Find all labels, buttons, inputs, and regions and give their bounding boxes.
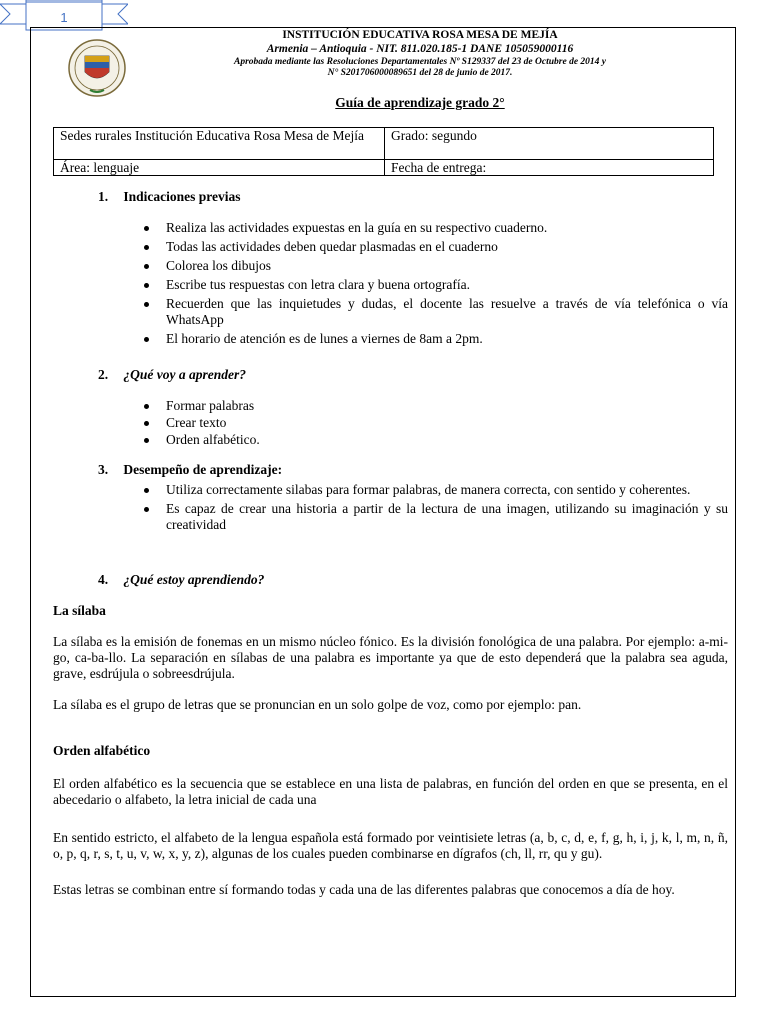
section-1-heading <box>98 189 241 205</box>
section-number: 2. <box>98 367 109 382</box>
list-item: Escribe tus respuestas con letra clara y buena ortografía. <box>140 277 728 293</box>
silaba-paragraph-1: La sílaba es la emisión de fonemas en un mismo núcleo fónico. Es la división fonológica de una palabra. Por ejemplo: a-mi-go, ca-ba-llo. La separación en sílabas de una palabra es importante ya que de esto dependerá que la palabra sea aguda, grave, esdrújula o sobreesdrújula. <box>53 634 728 681</box>
approval-line-1: Aprobada mediante las Resoluciones Departamentales Nº S129337 del 23 de Octubre de 2014 y <box>233 57 606 67</box>
info-table <box>53 127 714 176</box>
orden-paragraph-3: Estas letras se combinan entre sí formando todas y cada una de las diferentes palabras que conocemos a día de hoy. <box>53 882 675 897</box>
institution-location: Armenia – Antioquia - NIT. 811.020.185-1 DANE 105059000116 <box>266 43 574 55</box>
section-title: ¿Qué estoy aprendiendo? <box>123 572 265 587</box>
silaba-heading: La sílaba <box>53 603 106 618</box>
list-item: Formar palabras <box>140 398 728 414</box>
section-number: 4. <box>98 572 109 587</box>
area-cell: Área: lenguaje <box>54 160 385 176</box>
section-3-heading <box>98 462 282 478</box>
list-item: Colorea los dibujos <box>140 258 728 274</box>
list-item: Todas las actividades deben quedar plasmadas en el cuaderno <box>140 239 728 255</box>
section-2-heading <box>98 367 246 383</box>
section-number: 1. <box>98 189 109 204</box>
section-1-list <box>140 220 728 350</box>
page-number: 1 <box>60 10 68 25</box>
grado-cell: Grado: segundo <box>385 128 714 160</box>
section-3-list <box>140 482 728 536</box>
silaba-paragraph-2: La sílaba es el grupo de letras que se pronuncian en un solo golpe de voz, como por ejemplo: pan. <box>53 697 582 712</box>
institution-name: INSTITUCIÓN EDUCATIVA ROSA MESA DE MEJÍA <box>282 29 558 41</box>
section-title: Desempeño de aprendizaje: <box>123 462 283 477</box>
section-2-list <box>140 398 728 449</box>
school-crest-icon <box>66 38 128 98</box>
guide-title: Guía de aprendizaje grado 2° <box>335 95 505 110</box>
orden-paragraph-1: El orden alfabético es la secuencia que se establece en una lista de palabras, en función del orden en que se presenta, en el abecedario o alfabeto, la letra inicial de cada una <box>53 776 728 807</box>
list-item: El horario de atención es de lunes a viernes de 8am a 2pm. <box>140 331 728 347</box>
section-4-heading <box>98 572 264 588</box>
section-number: 3. <box>98 462 109 477</box>
orden-paragraph-2: En sentido estricto, el alfabeto de la lengua española está formado por veintisiete letras (a, b, c, d, e, f, g, h, i, j, k, l, m, n, ñ, o, p, q, r, s, t, u, v, w, x, y, z), algunas de los cuales pueden combinarse en dígrafos (ch, ll, rr, qu y gu). <box>53 830 728 861</box>
section-title: Indicaciones previas <box>123 189 241 204</box>
list-item: Realiza las actividades expuestas en la guía en su respectivo cuaderno. <box>140 220 728 236</box>
approval-line-2: N° S201706000089651 del 28 de junio de 2017. <box>327 68 513 78</box>
list-item: Crear texto <box>140 415 728 431</box>
list-item: Recuerden que las inquietudes y dudas, el docente las resuelve a través de vía telefónica o vía WhatsApp <box>140 296 728 328</box>
fecha-cell: Fecha de entrega: <box>385 160 714 176</box>
sede-cell: Sedes rurales Institución Educativa Rosa Mesa de Mejía <box>54 128 385 160</box>
list-item: Utiliza correctamente silabas para formar palabras, de manera correcta, con sentido y coherentes. <box>140 482 728 498</box>
section-title: ¿Qué voy a aprender? <box>123 367 246 382</box>
list-item: Orden alfabético. <box>140 432 728 448</box>
list-item: Es capaz de crear una historia a partir de la lectura de una imagen, utilizando su imaginación y su creatividad <box>140 501 728 533</box>
orden-heading: Orden alfabético <box>53 743 151 758</box>
